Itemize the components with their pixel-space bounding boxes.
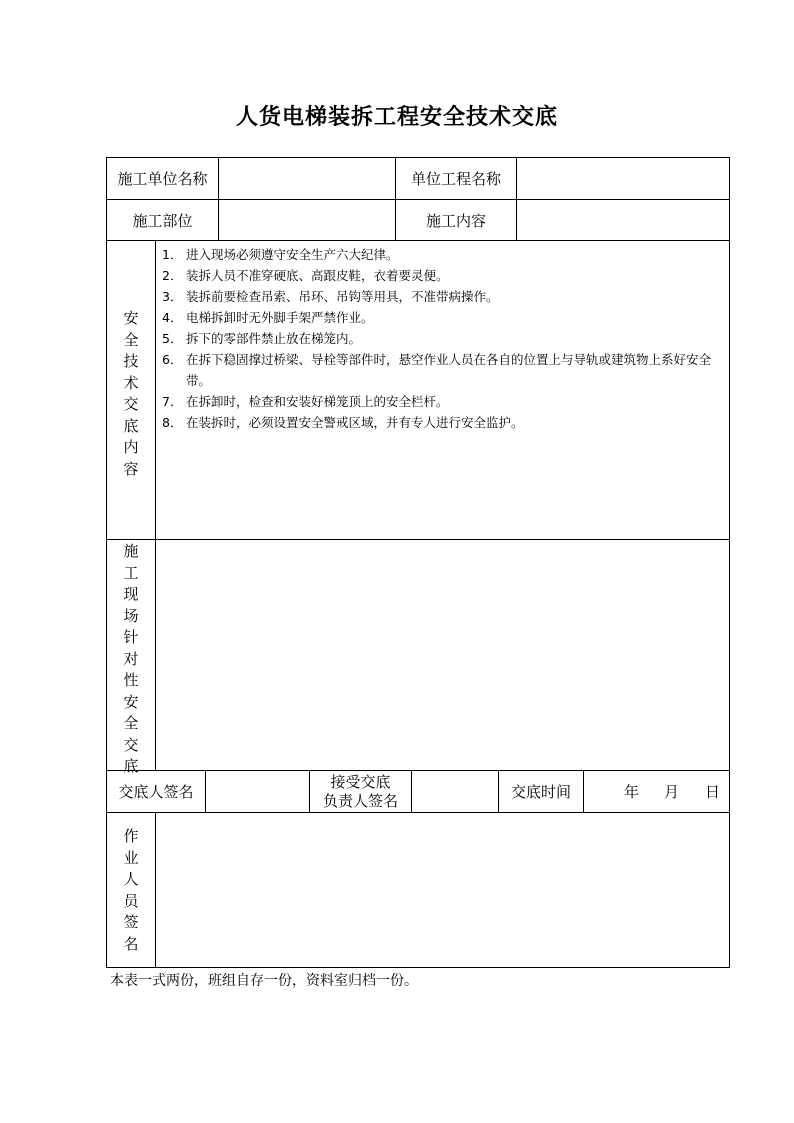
workers-signature-field[interactable] (156, 813, 729, 967)
label-issuer-signature: 交底人签名 (118, 783, 194, 801)
handover-date-field[interactable] (584, 771, 729, 812)
safety-content-label: 安 全 技 术 交 底 内 容 (123, 309, 139, 478)
page-title: 人货电梯装拆工程安全技术交底 (235, 104, 558, 130)
site-specific-field[interactable] (156, 540, 729, 770)
receiver-signature-field[interactable] (412, 771, 498, 812)
list-item: 3． 装拆前要检查吊索、吊环、吊钩等用具，不准带病操作。 (162, 289, 499, 304)
workers-signature-label: 作 业 人 员 签 名 (123, 827, 139, 953)
month-label: 月 (664, 783, 680, 801)
site-specific-label: 施 工 现 场 针 对 性 安 全 交 底 (123, 542, 139, 775)
label-handover-time: 交底时间 (510, 783, 571, 801)
list-item: 4． 电梯拆卸时无外脚手架严禁作业。 (162, 310, 374, 325)
list-item: 1． 进入现场必须遵守安全生产六大纪律。 (162, 247, 399, 262)
label-construction-unit: 施工单位名称 (117, 170, 208, 188)
label-construction-part: 施工部位 (132, 211, 193, 230)
list-item: 5． 拆下的零部件禁止放在梯笼内。 (162, 331, 362, 346)
label-construction-content: 施工内容 (425, 211, 486, 230)
unit-project-field[interactable] (517, 158, 729, 199)
safety-item-list (158, 244, 726, 433)
row-divider (106, 240, 730, 241)
list-item: 8． 在装拆时，必须设置安全警戒区域，并有专人进行安全监护。 (162, 415, 524, 430)
label-receiver-signature: 接受交底 负责人签名 (322, 772, 398, 810)
construction-unit-field[interactable] (219, 158, 395, 199)
issuer-signature-field[interactable] (206, 771, 309, 812)
footer-note: 本表一式两份，班组自存一份，资料室归档一份。 (110, 973, 418, 989)
list-item: 7． 在拆卸时，检查和安装好梯笼顶上的安全栏杆。 (162, 394, 449, 409)
year-label: 年 (624, 783, 640, 801)
list-item: 6． 在拆下稳固撑过桥梁、导栓等部件时，悬空作业人员在各自的位置上与导轨或建筑物上系好安全带。 (162, 352, 712, 388)
construction-content-field[interactable] (517, 200, 729, 240)
construction-part-field[interactable] (219, 200, 395, 240)
label-unit-project: 单位工程名称 (410, 170, 501, 188)
list-item: 2． 装拆人员不准穿硬底、高跟皮鞋，衣着要灵便。 (162, 268, 449, 283)
day-label: 日 (705, 783, 721, 801)
